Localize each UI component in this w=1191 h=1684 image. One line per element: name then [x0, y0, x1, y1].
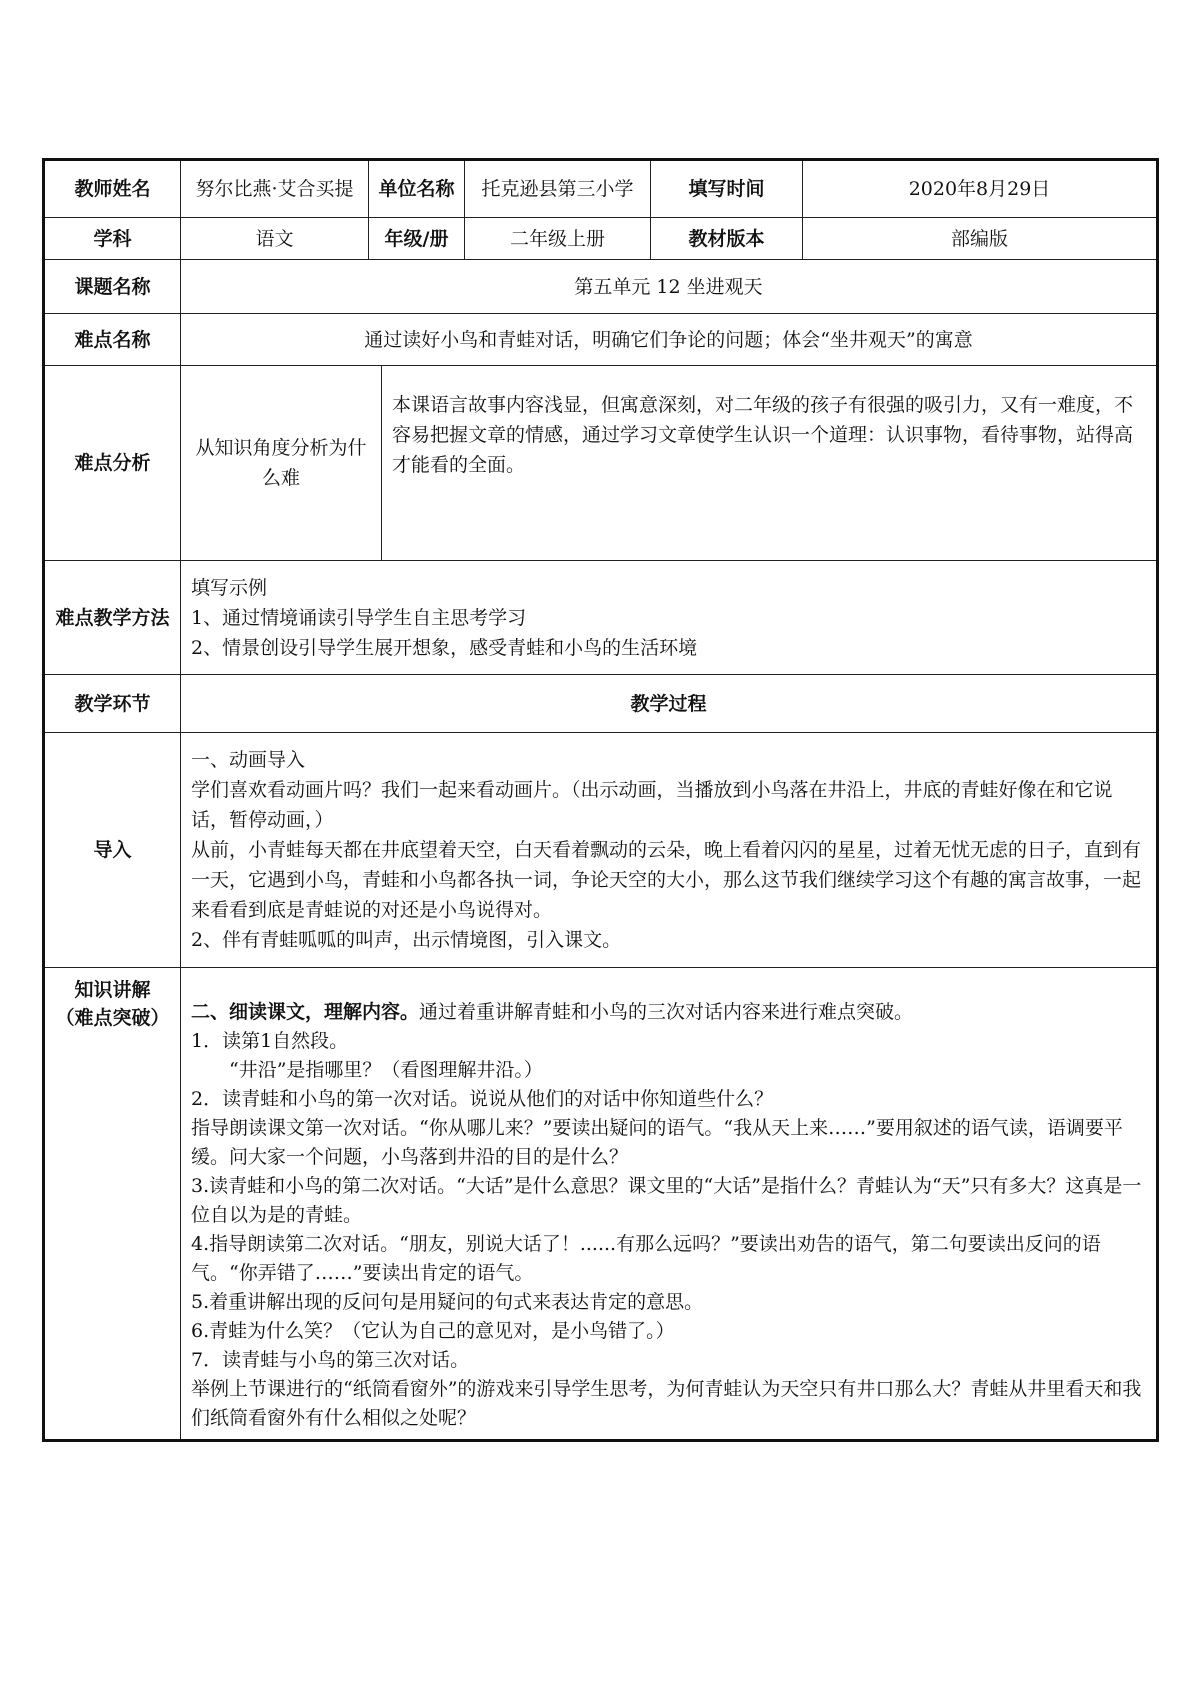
knowledge-line-6: 4.指导朗读第二次对话。“朋友，别说大话了！......有那么远吗？”要读出劝告的语气，第二句要读出反问的语气。“你弄错了……”要读出肯定的语气。: [191, 1233, 1101, 1284]
teaching-method-row: [44, 561, 1158, 675]
date-label: 填写时间: [651, 160, 803, 218]
difficulty-analysis-inner: [181, 366, 1156, 560]
teaching-method-line-3: 2、情景创设引导学生展开想象，感受青蛙和小鸟的生活环境: [191, 636, 698, 659]
difficulty-name-label: 难点名称: [44, 314, 181, 366]
intro-line-3: 从前，小青蛙每天都在井底望着天空，白天看着飘动的云朵，晚上看着闪闪的星星，过着无忧无虑的日子，直到有一天，它遇到小鸟，青蛙和小鸟都各执一词，争论天空的大小，那么这节我们继续学习这个有趣的寓言故事，一起来看看到底是青蛙说的对还是小鸟说得对。: [191, 839, 1142, 921]
intro-label: 导入: [44, 733, 181, 968]
edition-value: 部编版: [803, 218, 1158, 260]
knowledge-heading-bold: 二、细读课文，理解内容。: [191, 1001, 420, 1023]
teaching-method-line-2: 1、通过情境诵读引导学生自主思考学习: [191, 606, 527, 629]
topic-row: [44, 260, 1158, 314]
difficulty-analysis-label: 难点分析: [44, 366, 181, 561]
knowledge-label-1: 知识讲解: [74, 979, 151, 1001]
lesson-plan-table: [42, 158, 1159, 1442]
knowledge-label-2: （难点突破）: [55, 1007, 170, 1029]
intro-line-2: 学们喜欢看动画片吗？我们一起来看动画片。（出示动画，当播放到小鸟落在井沿上，井底的青蛙好像在和它说话，暂停动画，）: [191, 779, 1113, 831]
knowledge-row: [44, 968, 1158, 1441]
intro-row: [44, 733, 1158, 968]
knowledge-line-1: 1．读第1自然段。: [191, 1030, 349, 1052]
knowledge-line-2: “井沿”是指哪里？（看图理解井沿。）: [229, 1059, 543, 1081]
topic-label: 课题名称: [44, 260, 181, 314]
knowledge-content: [181, 968, 1158, 1441]
process-label: 教学过程: [181, 675, 1158, 733]
difficulty-analysis-text: 本课语言故事内容浅显，但寓意深刻，对二年级的孩子有很强的吸引力，又有一难度，不容易把握文章的情感，通过学习文章使学生认识一个道理：认识事物，看待事物，站得高才能看的全面。: [392, 394, 1134, 476]
difficulty-analysis-sub-label: 从知识角度分析为什么难: [181, 366, 382, 560]
knowledge-line-9: 7．读青蛙与小鸟的第三次对话。: [191, 1349, 470, 1371]
teaching-method-label: 难点教学方法: [44, 561, 181, 675]
knowledge-line-8: 6.青蛙为什么笑？（它认为自己的意见对，是小鸟错了。）: [191, 1320, 675, 1342]
process-step-label: 教学环节: [44, 675, 181, 733]
subject-row: [44, 218, 1158, 260]
unit-value: 托克逊县第三小学: [465, 160, 651, 218]
process-header-row: [44, 675, 1158, 733]
unit-label: 单位名称: [369, 160, 465, 218]
subject-label: 学科: [44, 218, 181, 260]
teacher-value: 努尔比燕·艾合买提: [181, 160, 369, 218]
edition-label: 教材版本: [651, 218, 803, 260]
knowledge-line-3: 2．读青蛙和小鸟的第一次对话。说说从他们的对话中你知道些什么？: [191, 1088, 774, 1110]
grade-value: 二年级上册: [465, 218, 651, 260]
knowledge-heading-rest: 通过着重讲解青蛙和小鸟的三次对话内容来进行难点突破。: [419, 1001, 914, 1023]
teaching-method-content: [181, 561, 1158, 675]
date-value: 2020年8月29日: [803, 160, 1158, 218]
difficulty-name-value: 通过读好小鸟和青蛙对话，明确它们争论的问题；体会“坐井观天”的寓意: [181, 314, 1158, 366]
teaching-method-line-1: 填写示例: [191, 576, 268, 599]
intro-line-4: 2、伴有青蛙呱呱的叫声，出示情境图，引入课文。: [191, 929, 622, 951]
difficulty-name-row: [44, 314, 1158, 366]
topic-value: 第五单元 12 坐进观天: [181, 260, 1158, 314]
grade-label: 年级/册: [369, 218, 465, 260]
knowledge-heading: [191, 998, 1146, 1027]
subject-value: 语文: [181, 218, 369, 260]
header-row: [44, 160, 1158, 218]
knowledge-label: [44, 968, 181, 1441]
lesson-plan-sheet: [42, 158, 1156, 1442]
knowledge-line-4: 指导朗读课文第一次对话。“你从哪儿来？”要读出疑问的语气。“我从天上来……”要用叙述的语气读，语调要平缓。问大家一个问题，小鸟落到井沿的目的是什么？: [191, 1117, 1123, 1168]
teacher-label: 教师姓名: [44, 160, 181, 218]
knowledge-line-7: 5.着重讲解出现的反问句是用疑问的句式来表达肯定的意思。: [191, 1291, 704, 1313]
intro-line-1: 一、动画导入: [191, 749, 306, 771]
knowledge-line-10: 举例上节课进行的“纸筒看窗外”的游戏来引导学生思考，为何青蛙认为天空只有井口那么大？青蛙从井里看天和我们纸筒看窗外有什么相似之处呢？: [191, 1378, 1142, 1429]
intro-content: [181, 733, 1158, 968]
difficulty-analysis-row: [44, 366, 1158, 561]
knowledge-line-5: 3.读青蛙和小鸟的第二次对话。“大话”是什么意思？课文里的“大话”是指什么？青蛙认为“天”只有多大？这真是一位自以为是的青蛙。: [191, 1175, 1142, 1226]
